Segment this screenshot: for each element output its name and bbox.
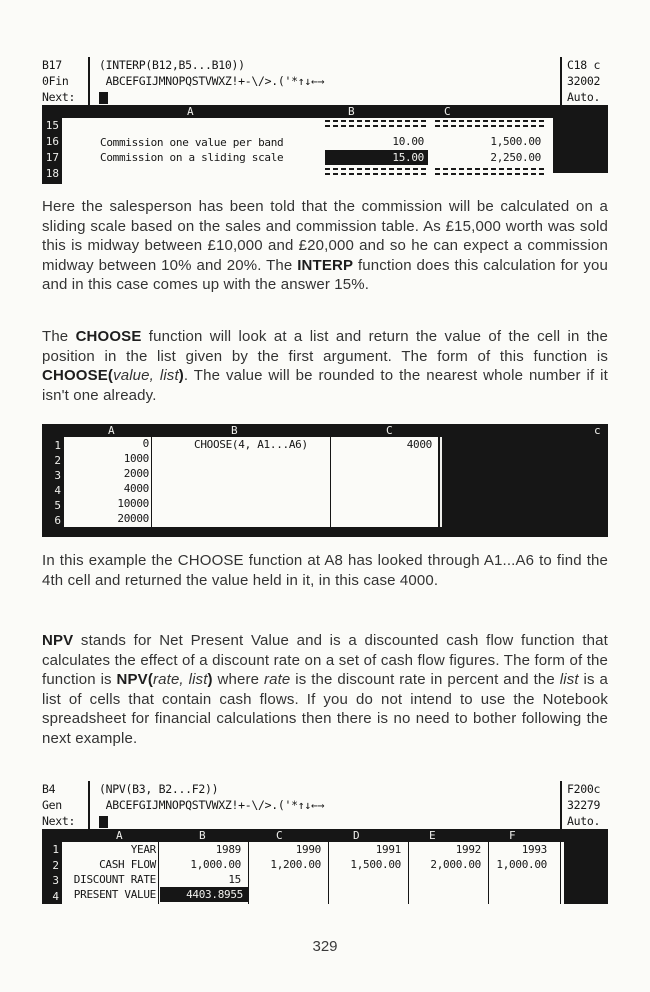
bold-choose: CHOOSE — [75, 328, 142, 345]
row-number: 15 — [45, 119, 59, 132]
text-run: The — [42, 328, 76, 345]
bold-choose-open: CHOOSE( — [42, 367, 114, 385]
sheet3-column-headers — [42, 829, 608, 842]
column-header-c: C — [276, 829, 283, 842]
column-header-c: C — [444, 105, 451, 118]
bold-close-paren: ) — [178, 367, 184, 385]
cell-format: Gen — [42, 798, 62, 812]
column-header-c: C — [386, 424, 393, 437]
cell-f1-year: 1993 — [521, 843, 547, 856]
formula-line: (NPV(B3, B2...F2)) — [99, 782, 219, 796]
sheet1-row-numbers — [42, 118, 62, 184]
next-label: Next: — [42, 814, 76, 828]
sheet3-right-filler — [564, 842, 608, 904]
label-discount-rate: DISCOUNT RATE — [73, 873, 156, 886]
cell-b1-formula: CHOOSE(4, A1...A6) — [194, 438, 308, 451]
sheet1-cell-ref-column — [42, 57, 88, 105]
cell-a3-value: 2000 — [123, 466, 149, 480]
text-run: function does this calculation for you and in this case comes up with the answer 15%. — [42, 256, 608, 294]
text-run: where — [212, 671, 264, 689]
active-cell-ref: B4 — [42, 782, 56, 796]
sheet1-info-column — [562, 57, 608, 105]
sheet1-formula-area — [88, 57, 562, 105]
paragraph-choose — [42, 327, 608, 405]
text-run: is the discount rate in percent and the — [290, 671, 560, 689]
spreadsheet-screenshot-interp — [42, 57, 608, 184]
cell-a2-value: 1000 — [123, 451, 149, 465]
row-number: 5 — [54, 498, 61, 512]
cell-b2-cashflow: 1,000.00 — [190, 858, 241, 871]
spreadsheet-screenshot-npv — [42, 781, 608, 904]
cursor-block — [99, 92, 108, 104]
column-header-b: B — [199, 829, 206, 842]
cell-b17-value-highlighted: 15.00 — [325, 150, 428, 165]
cell-a5-value: 10000 — [117, 496, 149, 510]
cell-c16-value: 1,500.00 — [490, 135, 541, 148]
sheet1-cells-area — [62, 118, 608, 184]
sheet2-cells-area — [64, 437, 438, 527]
label-year: YEAR — [130, 843, 156, 856]
sheet2-column-a-values — [64, 437, 152, 527]
row-number: 1 — [52, 843, 59, 856]
row-number: 4 — [54, 483, 61, 497]
row-number: 4 — [52, 889, 59, 903]
column-header-a: A — [187, 105, 194, 118]
page-number: 329 — [312, 938, 338, 955]
sheet1-grid — [42, 118, 608, 184]
row-number: 17 — [45, 151, 59, 164]
row-number: 6 — [54, 513, 61, 527]
cell-e2-cashflow: 2,000.00 — [430, 858, 481, 871]
cursor-block — [99, 816, 108, 828]
last-cell-ref: F200c — [567, 782, 601, 796]
sheet3-formula-area — [88, 781, 562, 829]
column-header-b: B — [348, 105, 355, 118]
sheet1-right-filler — [553, 118, 608, 173]
label-present-value: PRESENT VALUE — [73, 888, 156, 901]
column-header-right-edge: c — [594, 424, 601, 437]
column-header-a: A — [108, 424, 115, 437]
dashed-separator — [435, 120, 545, 130]
free-memory: 32279 — [567, 798, 601, 812]
column-divider — [330, 437, 331, 527]
bold-interp: INTERP — [297, 256, 354, 274]
text-run: . The value will be rounded to the nearest whole number if it isn't one already. — [42, 367, 608, 404]
sheet3-row-numbers — [42, 842, 62, 904]
charset-line: ABCEFGIJMNOPQSTVWXZ!+-\/>.('*↑↓←→ — [99, 74, 325, 88]
row-number: 2 — [54, 453, 61, 467]
charset-line: ABCEFGIJMNOPQSTVWXZ!+-\/>.('*↑↓←→ — [99, 798, 325, 812]
italic-list: list — [559, 671, 579, 689]
paragraph-interp — [42, 197, 608, 295]
cell-a1-value: 0 — [142, 437, 149, 450]
column-divider — [560, 842, 561, 904]
cell-format: 0Fin — [42, 74, 69, 88]
sheet3-cell-ref-column — [42, 781, 88, 829]
italic-rate: rate — [263, 671, 291, 689]
cell-c17-value: 2,250.00 — [490, 151, 541, 164]
paragraph-npv — [42, 631, 608, 749]
next-label: Next: — [42, 90, 76, 104]
sheet1-column-b-cells — [325, 118, 428, 184]
dashed-separator — [325, 120, 428, 130]
cell-a16-label: Commission one value per band — [100, 136, 284, 149]
row-number: 18 — [45, 167, 59, 180]
dashed-separator — [435, 168, 545, 178]
bold-npv-open: NPV( — [116, 671, 153, 689]
row-number: 1 — [54, 439, 61, 452]
italic-args: value, list — [113, 367, 179, 385]
cell-c1-year: 1990 — [295, 843, 321, 856]
column-header-a: A — [116, 829, 123, 842]
cell-b16-value: 10.00 — [392, 135, 424, 148]
spreadsheet-screenshot-choose — [42, 424, 608, 537]
column-header-f: F — [509, 829, 516, 842]
row-number: 2 — [52, 858, 59, 872]
cell-c2-cashflow: 1,200.00 — [270, 858, 321, 871]
text-run: stands for Net Present Value and is a discounted cash flow function that calculates the effect of a discount rate on a set of cash flow figures. The form of the function is — [42, 632, 608, 689]
sheet3-grid — [42, 842, 608, 904]
text-run: function will look at a list and return the value of the cell in the position in the list given by the first argument. The form of this function is — [42, 328, 609, 365]
sheet1-status-bar — [42, 57, 608, 105]
cell-a6-value: 20000 — [117, 511, 149, 525]
formula-line: (INTERP(B12,B5...B10)) — [99, 58, 245, 72]
paragraph-choose-result: In this example the CHOOSE function at A8 has looked through A1...A6 to find the 4th cell and returned the value held in it, in this case 4000. — [42, 552, 608, 589]
label-cash-flow: CASH FLOW — [99, 858, 156, 871]
cell-a17-label: Commission on a sliding scale — [100, 151, 284, 164]
text-run: is a list of cells that contain cash flows. If you do not intend to use the Notebook spreadsheet for financial calculations then there is no need to bother following the next example. — [42, 671, 608, 747]
cell-e1-year: 1992 — [455, 843, 481, 856]
cell-c1-value: 4000 — [406, 438, 432, 451]
row-number: 3 — [54, 468, 61, 482]
cell-a4-value: 4000 — [123, 481, 149, 495]
cell-d1-year: 1991 — [375, 843, 401, 856]
recalc-mode: Auto. — [567, 90, 601, 104]
row-number: 16 — [45, 135, 59, 148]
free-memory: 32002 — [567, 74, 601, 88]
dashed-separator — [325, 168, 428, 178]
bold-npv: NPV — [42, 632, 74, 649]
cell-b1-year: 1989 — [215, 843, 241, 856]
column-header-b: B — [231, 424, 238, 437]
sheet1-column-headers — [42, 105, 608, 118]
sheet1-column-c-cells — [435, 118, 545, 184]
cell-f2-cashflow: 1,000.00 — [496, 858, 547, 871]
cell-d2-cashflow: 1,500.00 — [350, 858, 401, 871]
last-cell-ref: C18 c — [567, 58, 601, 72]
column-header-e: E — [429, 829, 436, 842]
sheet3-status-bar — [42, 781, 608, 829]
cell-b4-present-value-highlighted: 4403.8955 — [160, 887, 248, 902]
sheet3-cells-area — [62, 842, 608, 904]
sheet2-column-headers — [42, 424, 608, 437]
sheet2-row-numbers — [46, 439, 61, 528]
bold-close-paren: ) — [207, 671, 213, 689]
recalc-mode: Auto. — [567, 814, 601, 828]
cell-b3-discount-rate: 15 — [228, 873, 241, 886]
active-cell-ref: B17 — [42, 58, 62, 72]
row-number: 3 — [52, 874, 59, 887]
sheet3-info-column — [562, 781, 608, 829]
italic-args: rate, list — [152, 671, 208, 689]
column-header-d: D — [353, 829, 360, 842]
text-run: Here the salesperson has been told that the commission will be calculated on a sliding scale based on the sales and commission table. As £15,000 worth was sold this is midway between £10,000 and £20,000 and so he can expect a commission midway between 10% and 20%. The — [42, 198, 608, 274]
